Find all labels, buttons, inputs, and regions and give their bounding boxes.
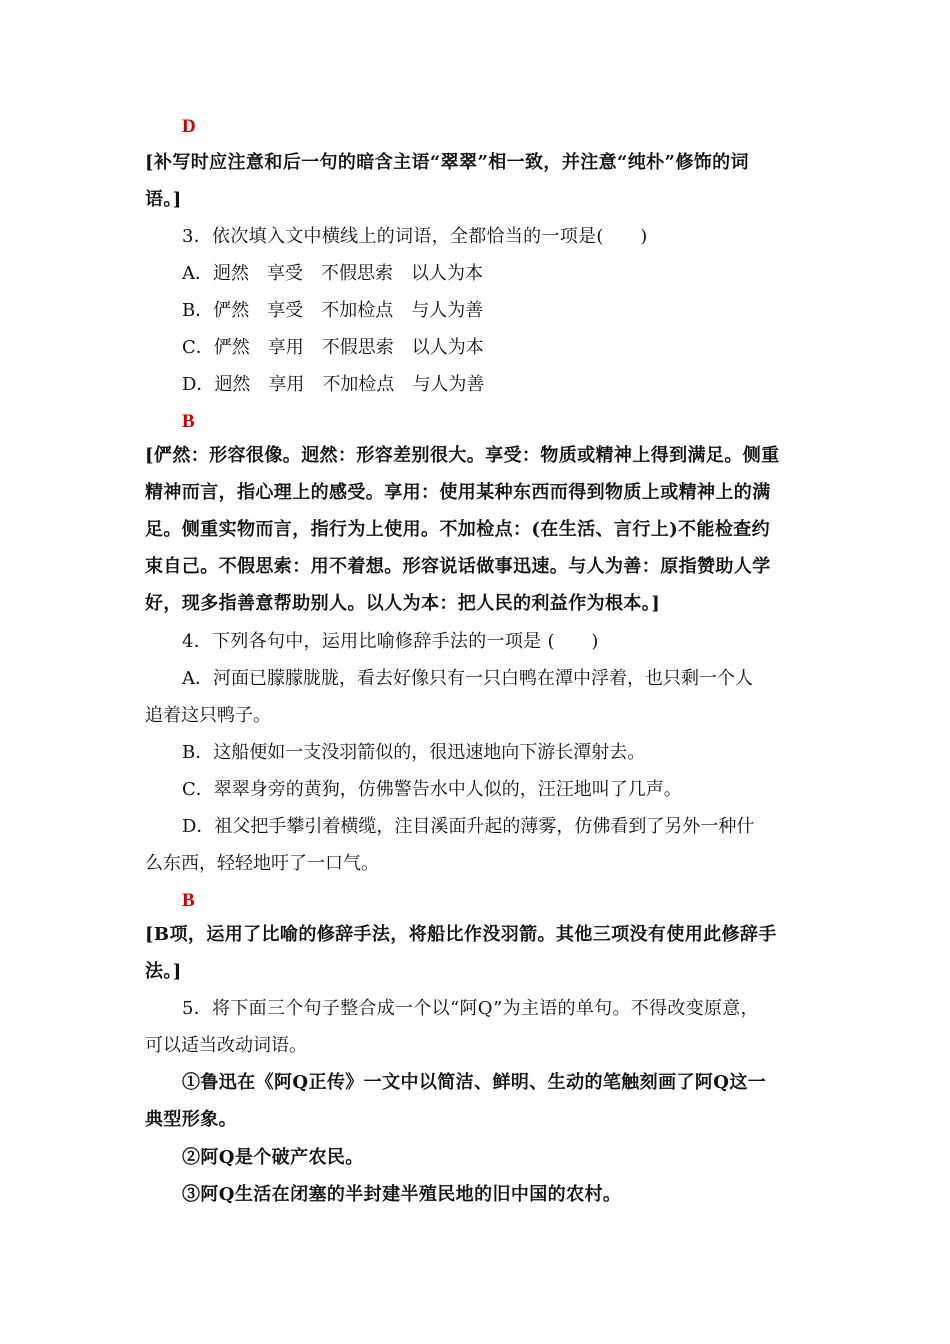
q3-stem: 3．依次填入文中横线上的词语，全都恰当的一项是( ) xyxy=(182,226,648,247)
option-label: B． xyxy=(182,300,214,321)
q4-option-a-line-2: 追着这只鸭子。 xyxy=(145,705,271,726)
option-word: 俨然 xyxy=(213,337,250,358)
q4-explanation-line-2: 法。] xyxy=(145,961,182,982)
option-word: 享用 xyxy=(267,337,304,358)
q3-explanation-line-5: 好，现多指善意帮助别人。以人为本：把人民的利益作为根本。] xyxy=(145,593,661,614)
q5-sentence-1-line-2: 典型形象。 xyxy=(145,1109,237,1130)
q5-sentence-1-line-1: ①鲁迅在《阿Q正传》一文中以简洁、鲜明、生动的笔触刻画了阿Q这一 xyxy=(182,1072,767,1093)
q3-answer: B xyxy=(182,411,195,432)
q5-sentence-3: ③阿Q生活在闭塞的半封建半殖民地的旧中国的农村。 xyxy=(182,1184,622,1205)
option-word: 享受 xyxy=(267,263,303,284)
option-label: D． xyxy=(182,374,215,395)
q4-option-c: C．翠翠身旁的黄狗，仿佛警告水中人似的，汪汪地叫了几声。 xyxy=(182,779,682,800)
option-label: C． xyxy=(182,337,214,358)
q3-explanation-line-3: 足。侧重实物而言，指行为上使用。不加检点：(在生活、言行上)不能检查约 xyxy=(145,519,771,540)
option-word: 享用 xyxy=(268,374,305,395)
q2-explanation-line-2: 语。] xyxy=(145,189,182,210)
q5-stem-line-2: 可以适当改动词语。 xyxy=(145,1035,307,1056)
option-word: 以人为本 xyxy=(411,337,484,358)
q4-option-a-line-1: A．河面已朦朦胧胧，看去好像只有一只白鸭在潭中浮着，也只剩一个人 xyxy=(182,668,753,689)
option-word: 与人为善 xyxy=(411,300,484,321)
q4-option-d-line-2: 么东西，轻轻地吁了一口气。 xyxy=(145,853,379,874)
option-word: 不加检点 xyxy=(322,374,395,395)
q3-explanation-line-4: 束自己。不假思索：用不着想。形容说话做事迅速。与人为善：原指赞助人学 xyxy=(145,556,771,577)
option-word: 以人为本 xyxy=(411,263,483,284)
option-word: 俨然 xyxy=(213,300,250,321)
q4-answer: B xyxy=(182,890,195,911)
option-word: 不加检点 xyxy=(321,300,394,321)
option-word: 不假思索 xyxy=(321,263,393,284)
q4-explanation-line-1: [B项，运用了比喻的修辞手法，将船比作没羽箭。其他三项没有使用此修辞手 xyxy=(145,924,777,945)
option-word: 不假思索 xyxy=(321,337,394,358)
q3-option-c xyxy=(182,335,847,361)
q3-option-b xyxy=(182,298,847,324)
q3-option-d xyxy=(182,372,847,398)
q3-explanation-line-1: [俨然：形容很像。迥然：形容差别很大。享受：物质或精神上得到满足。侧重 xyxy=(145,445,780,466)
option-word: 享受 xyxy=(267,300,304,321)
option-word: 迥然 xyxy=(213,263,249,284)
q4-option-b: B．这船便如一支没羽箭似的，很迅速地向下游长潭射去。 xyxy=(182,742,646,763)
q2-answer: D xyxy=(182,116,196,137)
q3-option-a xyxy=(182,261,847,287)
q3-explanation-line-2: 精神而言，指心理上的感受。享用：使用某种东西而得到物质上或精神上的满 xyxy=(145,482,771,503)
option-word: 与人为善 xyxy=(412,374,485,395)
q5-stem-line-1: 5．将下面三个句子整合成一个以“阿Q”为主语的单句。不得改变原意， xyxy=(182,998,759,1019)
q4-stem: 4．下列各句中，运用比喻修辞手法的一项是 ( ) xyxy=(182,631,599,652)
q5-sentence-2: ②阿Q是个破产农民。 xyxy=(182,1147,364,1168)
q2-explanation-line-1: [补写时应注意和后一句的暗含主语“翠翠”相一致，并注意“纯朴”修饰的词 xyxy=(145,152,749,173)
q4-option-d-line-1: D．祖父把手攀引着横缆，注目溪面升起的薄雾，仿佛看到了另外一种什 xyxy=(182,816,755,837)
option-label: A． xyxy=(182,263,213,284)
option-word: 迥然 xyxy=(214,374,251,395)
